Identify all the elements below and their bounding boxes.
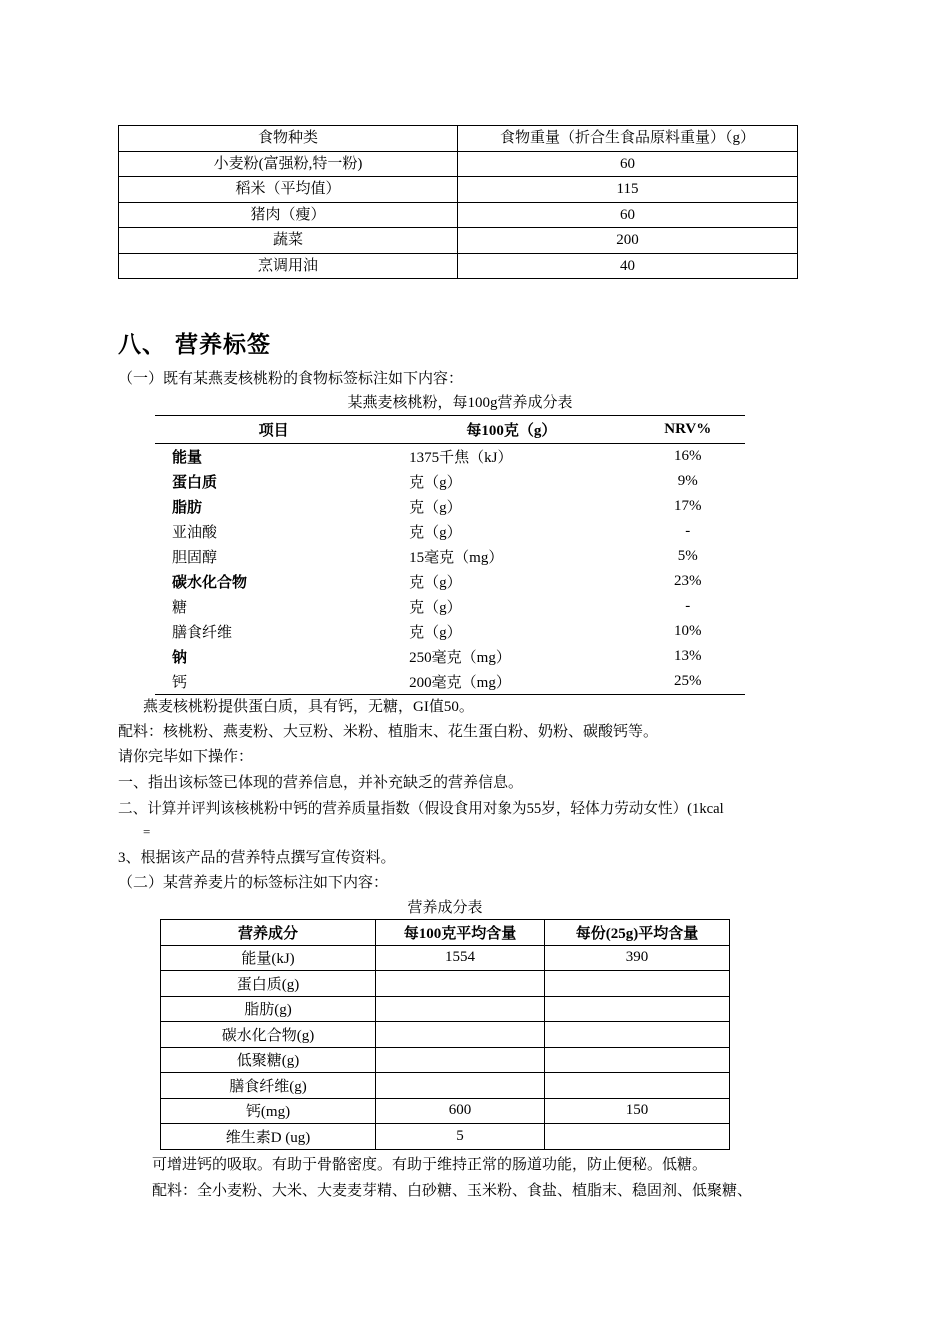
part2-intro: （二）某营养麦片的标签标注如下内容： bbox=[118, 875, 389, 891]
nutrient-value: 1375千焦（kJ） bbox=[409, 450, 513, 466]
nutrient-nrv: 25% bbox=[674, 673, 702, 689]
nutrient-name: 膳食纤维 bbox=[172, 625, 233, 641]
nutrient-value: 克（g） bbox=[409, 575, 462, 591]
task-2-continuation: = bbox=[143, 824, 151, 839]
nutrient-value: 15毫克（mg） bbox=[409, 550, 504, 566]
nutrient-name: 能量(kJ) bbox=[161, 945, 376, 971]
table-row bbox=[155, 444, 745, 470]
table-row bbox=[119, 253, 798, 279]
nutrient-name: 脂肪 bbox=[172, 498, 203, 516]
nutrient-nrv: - bbox=[685, 523, 691, 539]
table-row bbox=[161, 996, 730, 1022]
per-100g-value: 5 bbox=[376, 1124, 545, 1150]
nutrient-name: 钙 bbox=[172, 675, 188, 691]
header-nutrient: 营养成分 bbox=[161, 920, 376, 946]
per-100g-value bbox=[376, 1047, 545, 1073]
per-serving-value bbox=[545, 1073, 730, 1099]
table-row bbox=[155, 619, 745, 644]
nutrition-table-1 bbox=[155, 393, 745, 695]
per-100g-value: 600 bbox=[376, 1098, 545, 1124]
food-weight-table bbox=[118, 125, 798, 279]
header-food-type: 食物种类 bbox=[119, 126, 458, 152]
header-per-100g: 每100克平均含量 bbox=[376, 920, 545, 946]
cereal-nutrition-table bbox=[160, 919, 730, 1150]
nutrient-nrv: 13% bbox=[674, 648, 702, 664]
nutrient-name: 碳水化合物 bbox=[172, 573, 248, 591]
food-name: 蔬菜 bbox=[119, 228, 458, 254]
product-claim-2: 可增进钙的吸取。有助于骨骼密度。有助于维持正常的肠道功能，防止便秘。低糖。 bbox=[152, 1157, 708, 1173]
food-name: 猪肉（瘦） bbox=[119, 202, 458, 228]
food-name: 小麦粉(富强粉,特一粉) bbox=[119, 151, 458, 177]
table-row bbox=[161, 1073, 730, 1099]
per-serving-value bbox=[545, 1124, 730, 1150]
header-per-serving: 每份(25g)平均含量 bbox=[545, 920, 730, 946]
ingredients-1: 配料：核桃粉、燕麦粉、大豆粉、米粉、植脂末、花生蛋白粉、奶粉、碳酸钙等。 bbox=[118, 724, 659, 740]
per-100g-value bbox=[376, 1073, 545, 1099]
task-2: 二、计算并评判该核桃粉中钙的营养质量指数（假设食用对象为55岁，轻体力劳动女性）(1kcal bbox=[118, 801, 724, 817]
nutrient-name: 能量 bbox=[172, 448, 203, 466]
per-100g-value bbox=[376, 1022, 545, 1048]
part1-intro: （一）既有某燕麦核桃粉的食物标签标注如下内容： bbox=[118, 371, 464, 387]
table-row bbox=[119, 151, 798, 177]
per-serving-value bbox=[545, 971, 730, 997]
nutrient-value: 克（g） bbox=[409, 475, 462, 491]
per-serving-value bbox=[545, 1047, 730, 1073]
table-row bbox=[119, 202, 798, 228]
nutrient-nrv: 17% bbox=[674, 498, 702, 514]
table-row bbox=[155, 644, 745, 669]
nutrient-nrv: - bbox=[685, 598, 691, 614]
instruction: 请你完毕如下操作： bbox=[118, 749, 254, 765]
nutrient-name: 膳食纤维(g) bbox=[161, 1073, 376, 1099]
nutrient-name: 脂肪(g) bbox=[161, 996, 376, 1022]
nutrient-nrv: 5% bbox=[677, 548, 698, 564]
nutrient-name: 碳水化合物(g) bbox=[161, 1022, 376, 1048]
table-header-row bbox=[119, 126, 798, 152]
table-row bbox=[161, 945, 730, 971]
food-weight: 40 bbox=[458, 253, 798, 279]
table-row bbox=[155, 494, 745, 519]
nutrient-nrv: 16% bbox=[674, 448, 702, 464]
nutrient-name: 亚油酸 bbox=[172, 525, 218, 541]
table-row bbox=[155, 469, 745, 494]
table-row bbox=[155, 544, 745, 569]
nutrient-value: 克（g） bbox=[409, 500, 462, 516]
task-3: 3、根据该产品的营养特点撰写宣传资料。 bbox=[118, 850, 396, 866]
food-weight: 200 bbox=[458, 228, 798, 254]
table-row bbox=[161, 1098, 730, 1124]
table-row bbox=[161, 1047, 730, 1073]
table-row bbox=[161, 1022, 730, 1048]
section-heading: 八、 营养标签 bbox=[118, 332, 272, 358]
food-weight: 60 bbox=[458, 202, 798, 228]
table-row bbox=[161, 1124, 730, 1150]
nutrition-facts-table bbox=[155, 415, 745, 695]
food-name: 烹调用油 bbox=[119, 253, 458, 279]
nutrient-value: 克（g） bbox=[409, 525, 462, 541]
nutrient-value: 克（g） bbox=[409, 625, 462, 641]
nutrient-name: 蛋白质 bbox=[172, 473, 218, 491]
table-row bbox=[155, 669, 745, 695]
food-name: 稻米（平均值） bbox=[119, 177, 458, 203]
table-header-row bbox=[155, 416, 745, 444]
table-row bbox=[155, 594, 745, 619]
ingredients-2: 配料：全小麦粉、大米、大麦麦芽精、白砂糖、玉米粉、食盐、植脂末、稳固剂、低聚糖、 bbox=[152, 1183, 753, 1199]
product-claim-1: 燕麦核桃粉提供蛋白质，具有钙，无糖，GI值50。 bbox=[143, 699, 474, 715]
nutrient-name: 糖 bbox=[172, 600, 188, 616]
header-per-100g: 每100克（g） bbox=[392, 416, 630, 444]
task-1: 一、指出该标签已体现的营养信息，并补充缺乏的营养信息。 bbox=[118, 775, 524, 791]
table-row bbox=[119, 228, 798, 254]
nutrient-value: 200毫克（mg） bbox=[409, 675, 511, 691]
nutrient-nrv: 23% bbox=[674, 573, 702, 589]
per-serving-value bbox=[545, 1022, 730, 1048]
table-row bbox=[155, 519, 745, 544]
per-serving-value: 390 bbox=[545, 945, 730, 971]
per-serving-value: 150 bbox=[545, 1098, 730, 1124]
table-header-row bbox=[161, 920, 730, 946]
header-nrv: NRV% bbox=[631, 416, 745, 444]
per-serving-value bbox=[545, 996, 730, 1022]
header-food-weight: 食物重量（折合生食品原料重量）（g） bbox=[458, 126, 798, 152]
nutrient-name: 低聚糖(g) bbox=[161, 1047, 376, 1073]
nutrient-value: 250毫克（mg） bbox=[409, 650, 511, 666]
nutrient-name: 胆固醇 bbox=[172, 550, 218, 566]
nutrient-name: 维生素D (ug) bbox=[161, 1124, 376, 1150]
nutrient-name: 蛋白质(g) bbox=[161, 971, 376, 997]
table-row bbox=[161, 971, 730, 997]
per-100g-value bbox=[376, 996, 545, 1022]
per-100g-value bbox=[376, 971, 545, 997]
nutrient-name: 钠 bbox=[172, 648, 188, 666]
header-item: 项目 bbox=[155, 416, 392, 444]
food-weight: 115 bbox=[458, 177, 798, 203]
nutrient-name: 钙(mg) bbox=[161, 1098, 376, 1124]
nutrient-nrv: 10% bbox=[674, 623, 702, 639]
table-row bbox=[155, 569, 745, 594]
per-100g-value: 1554 bbox=[376, 945, 545, 971]
table2-caption: 某燕麦核桃粉，每100g营养成分表 bbox=[347, 395, 573, 411]
table-row bbox=[119, 177, 798, 203]
table3-caption: 营养成分表 bbox=[407, 900, 483, 916]
nutrient-value: 克（g） bbox=[409, 600, 462, 616]
food-weight: 60 bbox=[458, 151, 798, 177]
nutrient-nrv: 9% bbox=[677, 473, 698, 489]
